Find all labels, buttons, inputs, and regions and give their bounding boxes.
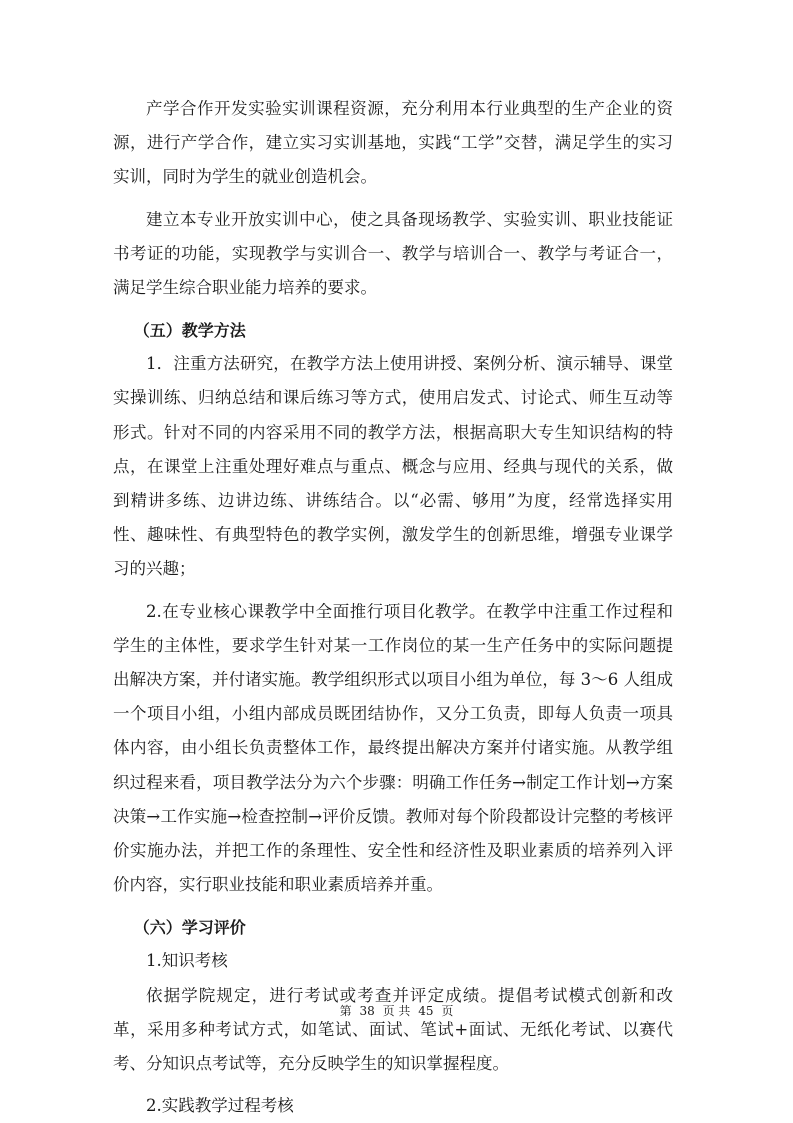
subheading-practice-assessment: 2.实践教学过程考核 [146, 1096, 294, 1116]
footer-page-number: 38 [359, 1004, 375, 1018]
footer-middle: 页 共 [382, 1004, 411, 1018]
paragraph-training-center: 建立本专业开放实训中心，使之具备现场教学、实验实训、职业技能证书考证的功能，实现教学与实训合一、教学与培训合一、教学与考证合一，满足学生综合职业能力培养的要求。 [113, 209, 673, 298]
footer-total-pages: 45 [418, 1004, 434, 1018]
section-heading-teaching-methods: （五）教学方法 [133, 321, 246, 341]
footer-prefix: 第 [339, 1004, 352, 1018]
paragraph-industry-cooperation: 产学合作开发实验实训课程资源，充分利用本行业典型的生产企业的资源，进行产学合作，建立实习实训基地，实践“工学”交替，满足学生的实习实训，同时为学生的就业创造机会。 [113, 99, 673, 187]
paragraph-method-1: 1．注重方法研究，在教学方法上使用讲授、案例分析、演示辅导、课堂实操训练、归纳总结和课后练习等方式，使用启发式、讨论式、师生互动等形式。针对不同的内容采用不同的教学方法，根据高职大专生知识结构的特点，在课堂上注重处理好难点与重点、概念与应用、经典与现代的关系，做到精讲多练、边讲边练、讲练结合。以“必需、够用”为度，经常选择实用性、趣味性、有典型特色的教学实例，激发学生的创新思维，增强专业课学习的兴趣； [113, 354, 673, 579]
paragraph-knowledge-assessment: 依据学院规定，进行考试或考查并评定成绩。提倡考试模式创新和改革，采用多种考试方式，如笔试、面试、笔试+面试、无纸化考试、以赛代考、分知识点考试等，充分反映学生的知识掌握程度。 [113, 985, 673, 1074]
footer-suffix: 页 [441, 1004, 454, 1018]
subheading-knowledge-assessment: 1.知识考核 [146, 951, 228, 971]
page-footer [0, 1002, 793, 1019]
document-body [113, 92, 673, 1123]
section-heading-learning-evaluation: （六）学习评价 [133, 918, 246, 938]
paragraph-method-2: 2.在专业核心课教学中全面推行项目化教学。在教学中注重工作过程和学生的主体性，要求学生针对某一工作岗位的某一生产任务中的实际问题提出解决方案，并付诸实施。教学组织形式以项目小组为单位，每 3～6 人组成一个项目小组，小组内部成员既团结协作，又分工负责，即每人负责一项具体内容，由小组长负责整体工作，最终提出解决方案并付诸实施。从教学组织过程来看，项目教学法分为六个步骤：明确工作任务→制定工作计划→方案决策→工作实施→检查控制→评价反馈。教师对每个阶段都设计完整的考核评价实施办法，并把工作的条理性、安全性和经济性及职业素质的培养列入评价内容，实行职业技能和职业素质培养并重。 [113, 601, 673, 895]
